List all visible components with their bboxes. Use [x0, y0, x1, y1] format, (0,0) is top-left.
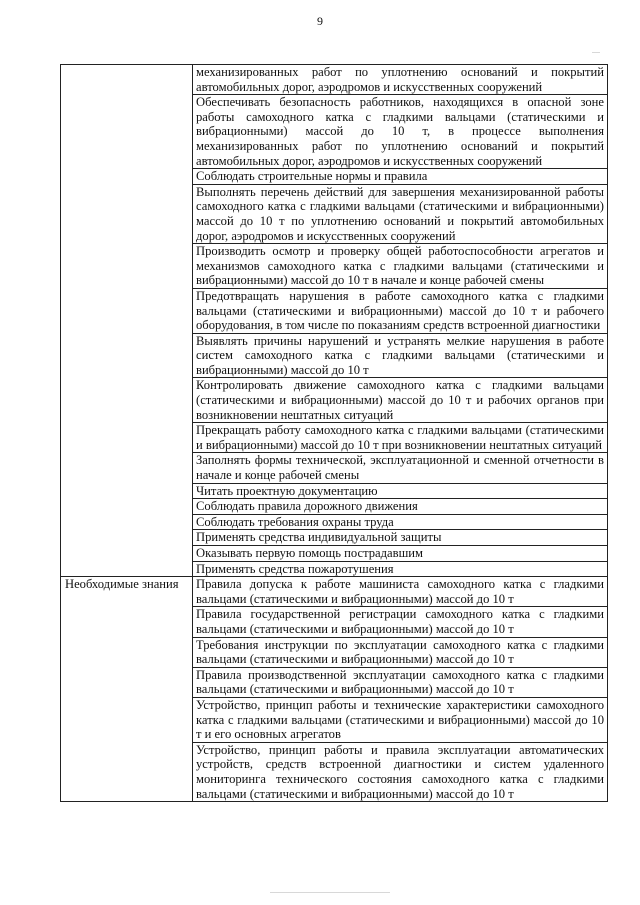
skill-item: Применять средства индивидуальной защиты: [193, 530, 608, 546]
skills-label-cell: [61, 65, 193, 577]
knowledge-item: Правила государственной регистрации самоходного катка с гладкими вальцами (статическими и вибрационными) массой до 10 т: [193, 607, 608, 637]
skill-item: Прекращать работу самоходного катка с гладкими вальцами (статическими и вибрационными) массой до 10 т при возникновении нештатных ситуаций: [193, 423, 608, 453]
skill-item: Соблюдать строительные нормы и правила: [193, 169, 608, 185]
skill-item: Заполнять формы технической, эксплуатационной и сменной отчетности в начале и конце рабочей смены: [193, 453, 608, 483]
skill-item: Оказывать первую помощь пострадавшим: [193, 546, 608, 562]
knowledge-item: Устройство, принцип работы и технические характеристики самоходного катка с гладкими вальцами (статическими и вибрационными) массой до 10 т и его основных агрегатов: [193, 697, 608, 742]
knowledge-item: Требования инструкции по эксплуатации самоходного катка с гладкими вальцами (статическими и вибрационными) массой до 10 т: [193, 637, 608, 667]
page-number: 9: [317, 14, 323, 28]
skill-item: Применять средства пожаротушения: [193, 561, 608, 577]
skill-item: Предотвращать нарушения в работе самоходного катка с гладкими вальцами (статическими и вибрационными) массой до 10 т и рабочего оборудования, в том числе по показаниям средств встроенной диагностики: [193, 288, 608, 333]
table-body: [61, 65, 608, 802]
skill-item: Выявлять причины нарушений и устранять мелкие нарушения в работе систем самоходного катка с гладкими вальцами (статическими и вибрационными) массой до 10 т: [193, 333, 608, 378]
knowledge-item: Правила допуска к работе машиниста самоходного катка с гладкими вальцами (статическими и вибрационными) массой до 10 т: [193, 577, 608, 607]
scan-edge-mark: [270, 892, 390, 893]
knowledge-item: Устройство, принцип работы и правила эксплуатации автоматических устройств, средств встроенной диагностики и систем удаленного мониторинга технического состояния самоходного катка с гладкими вальцами (статическими и вибрационными) массой до 10 т: [193, 742, 608, 801]
skill-item: Читать проектную документацию: [193, 483, 608, 499]
scan-edge-mark: [592, 52, 600, 53]
skill-item: Соблюдать правила дорожного движения: [193, 499, 608, 515]
skills-row: [61, 65, 608, 95]
document-table: [60, 64, 608, 802]
skill-item: механизированных работ по уплотнению оснований и покрытий автомобильных дорог, аэродромов и искусственных сооружений: [193, 65, 608, 95]
knowledge-row: [61, 577, 608, 607]
skill-item: Выполнять перечень действий для завершения механизированной работы самоходного катка с гладкими вальцами (статическими и вибрационными) массой до 10 т по уплотнению оснований и покрытий автомобильных дорог, аэродромов и искусственных сооружений: [193, 184, 608, 243]
skill-item: Контролировать движение самоходного катка с гладкими вальцами (статическими и вибрационными) массой до 10 т и рабочих органов при возникновении нештатных ситуаций: [193, 378, 608, 423]
skill-item: Соблюдать требования охраны труда: [193, 514, 608, 530]
skill-item: Производить осмотр и проверку общей работоспособности агрегатов и механизмов самоходного катка с гладкими вальцами (статическими и вибрационными) массой до 10 т в начале и конце рабочей смены: [193, 244, 608, 289]
knowledge-label-cell: Необходимые знания: [61, 577, 193, 802]
skill-item: Обеспечивать безопасность работников, находящихся в опасной зоне работы самоходного катка с гладкими вальцами (статическими и вибрационными) массой до 10 т, в процессе выполнения механизированных работ по уплотнению оснований и покрытий автомобильных дорог, аэродромов и искусственных сооружений: [193, 95, 608, 169]
knowledge-item: Правила производственной эксплуатации самоходного катка с гладкими вальцами (статическими и вибрационными) массой до 10 т: [193, 667, 608, 697]
